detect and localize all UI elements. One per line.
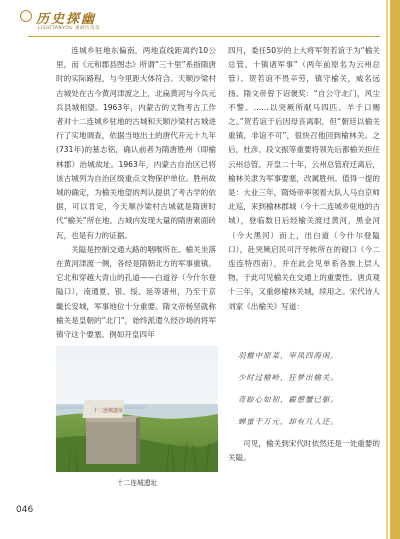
page-header — [0, 0, 400, 44]
poem-block — [238, 345, 378, 433]
right-column — [228, 44, 380, 314]
poem-line: 奇踪心如初，霸憩蟹已躯。 — [238, 395, 339, 404]
decorative-band — [390, 0, 400, 539]
decorative-band-inner — [386, 0, 388, 539]
stone-inscription: 十二连城遗址 — [92, 408, 124, 414]
photo-caption: 十二连城遗址 — [116, 479, 158, 487]
body-paragraph: 连城乡驻地东偏南，两地直线距离约10公里，而《元和郡县图志》所谓“三十里”系指隋唐时的实际路程，与今里距大体符合。天顺沙梁村古城处在古今黄河津渡之上，北扁黄河与今兵元兵县城相望。1963年，内蒙古的文物考古工作者对十二连城乡驻地的古城和天顺沙梁村古城进行了实地调查，依据当地出土的唐代开元十九年(731年)的墓志铭，确认前者为隋唐胜州（即榆林郡）治城故址。1963年，内蒙古自治区已将该古城列为自治区级重点文物保护单位。胜州故城的确定，为榆关地望的判认提供了考古学的依据，可以肯定，今天顺沙梁村古城就是隋唐时代“榆关”所在地。古城内发现大量的隋唐素面砖瓦，也是有力的证据。 — [56, 46, 216, 240]
body-paragraph: 四月，委任50岁的上大将军贺若谊于为“榆关总管、十镇诸军事”（两年前原名为云州总管）。贺若谊不畏辛劳，镇守榆关，威名远扬。隋文帝曾下诏褒奖：“自公守北门，风尘不警。……以突厥所献马四匹、羊千口赐之。”贺若谊于后因母丧离职，但“朝廷以榆关重镇，非谊不可”，很快召他回到榆林关。之后，杜彦、段文振等重要将领先后都榆关担任云州总管。开皇二十年，云州总管府迁离后，榆林关隶为军事要塞，改属胜州。值得一提的是：大业三年，隋炀帝率领着大队人马自京师北巡，来到榆林郡城（今十二连城乡驻地的古城），登临数日后经榆关渡过黄河，黑金河（今大黑河）而上，出白道（今什尔登隘口），赴突厥启民可汗牙帐所在的磴口（今二连连特西南），并在此会见单系各族上层人物。于此可见榆关在交通上的重要性。唐贞观十三年，又重修榆林关城，续用之。宋代诗人刘家《出榆关》写道： — [228, 46, 380, 311]
page-number: 046 — [16, 505, 34, 515]
poem-line: 少时过榆岭，狂梦出榆关。 — [238, 373, 339, 382]
body-paragraph: 关隘是控制交通大路的咽喉所在。榆关坐落在黄河津渡一侧，各经是隋朝北方的军事重镇。它北和穿越大青山的孔道——白道谷（今什尔登隘口），南通夏、银、绥、延等诸州，乃至于京畿长安城，军事地位十分重要。隋文帝杨坚就称榆关是皇朝的“北门”，始终派遣久经沙场的将军镇守这个要塞。例如开皇四年 — [56, 244, 216, 340]
section-title: 历史探幽 — [36, 12, 97, 27]
poem-line: 羽檄中原菜，宰凤四海闲。 — [238, 351, 339, 360]
closing-paragraph: 可见，榆关到宋代时依然还是一处重要的关隘。 — [228, 439, 380, 463]
header-divider — [28, 36, 380, 37]
site-photo — [56, 346, 218, 472]
left-column — [56, 44, 216, 342]
closing-paragraph-block — [228, 437, 380, 465]
section-subtitle: LISHITANYOU 重磅历史哥 — [38, 26, 101, 31]
poem-line: 蝉蜜千万元，却有几人还。 — [238, 417, 339, 426]
section-logo-icon — [20, 10, 32, 22]
